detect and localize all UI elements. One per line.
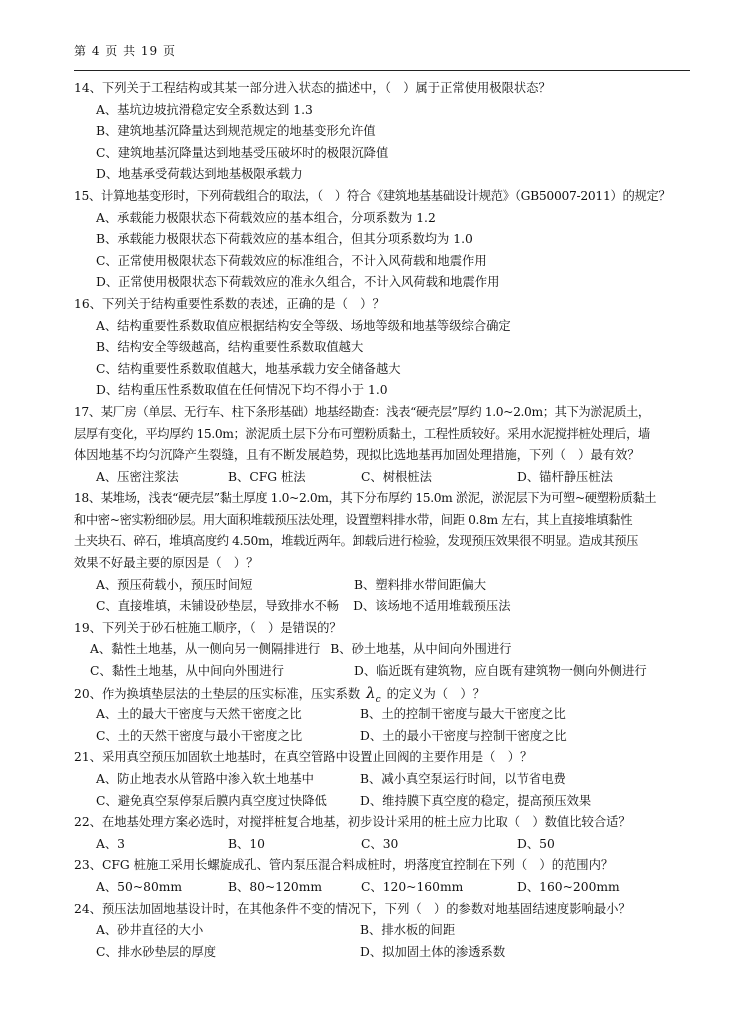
question-24-options-row-1: [74, 920, 694, 942]
question-20-options-row-2: [74, 726, 694, 748]
question-16-option-b: B、结构安全等级越高，结构重要性系数取值越大: [96, 340, 364, 355]
question-22-option-b: B、10: [228, 836, 265, 851]
question-23-stem: 23、CFG 桩施工采用长螺旋成孔、管内泵压混合料成桩时，坍落度宜控制在下列（ ）的范围内？: [74, 858, 614, 873]
question-21-option-b: B、减小真空泵运行时间，以节省电费: [360, 772, 566, 786]
question-17-stem-line-3: 体因地基不均匀沉降产生裂缝，且有不断发展趋势，现拟比选地基再加固处理措施，下列（ ）最有效？: [74, 448, 640, 463]
question-20-stem-suffix: 的定义为（ ）？: [386, 686, 485, 701]
question-21-options-row-2: [74, 791, 694, 813]
compaction-coefficient-symbol: $\lambda_c$: [366, 683, 381, 705]
question-22-option-c: C、30: [361, 836, 399, 851]
question-22-options: [74, 834, 694, 856]
question-21-option-c: C、避免真空泵停泵后膜内真空度过快降低: [96, 793, 327, 808]
question-23-option-b: B、80~120mm: [228, 879, 323, 894]
question-17-stem-line-2: 层厚有变化，平均厚约 15.0m；淤泥质土层下分布可塑粉质黏土，工程性质较好。采用水泥搅拌桩处理后，墙: [74, 426, 650, 441]
question-16-stem: 16、下列关于结构重要性系数的表述，正确的是（ ）？: [74, 296, 385, 311]
question-20-stem: [74, 683, 694, 705]
question-19-option-d: D、临近既有建筑物，应自既有建筑物一侧向外侧进行: [354, 664, 647, 679]
question-20-option-d: D、土的最小干密度与控制干密度之比: [360, 728, 567, 743]
question-21-option-d: D、维持膜下真空度的稳定，提高预压效果: [360, 793, 592, 808]
page-number-header: 第 4 页 共 19 页: [74, 44, 176, 58]
question-23-options: [74, 877, 694, 899]
question-16-option-c: C、结构重要性系数取值越大，地基承载力安全储备越大: [96, 361, 401, 376]
question-18-option-a: A、预压荷载小，预压时间短: [96, 577, 253, 592]
question-24-options-row-2: [74, 942, 694, 964]
question-23-option-a: A、50~80mm: [96, 879, 183, 894]
question-24-option-d: D、拟加固土体的渗透系数: [360, 944, 506, 959]
question-18-option-b: B、塑料排水带间距偏大: [354, 577, 487, 592]
question-15-stem: 15、计算地基变形时，下列荷载组合的取法，（ ）符合《建筑地基基础设计规范》（GB50007-2011）的规定？: [74, 188, 671, 203]
question-23-option-d: D、160~200mm: [517, 879, 620, 894]
question-22-stem: 22、在地基处理方案必选时，对搅拌桩复合地基，初步设计采用的桩土应力比取（ ）数值比较合适？: [74, 815, 631, 830]
question-20-option-b: B、土的控制干密度与最大干密度之比: [360, 707, 566, 722]
question-18-option-d: D、该场地不适用堆载预压法: [353, 599, 511, 614]
question-24-option-b: B、排水板的间距: [360, 923, 456, 938]
question-18-stem-line-3: 土夹块石、碎石，堆填高度约 4.50m，堆载近两年。卸载后进行检验，发现预压效果很不明显。造成其预压: [74, 534, 639, 549]
question-22-option-a: A、3: [96, 836, 126, 851]
question-18-options-row-1: [74, 575, 694, 597]
question-15-option-a: A、承载能力极限状态下荷载效应的基本组合，分项系数为 1.2: [96, 210, 436, 225]
question-19-option-b: B、砂土地基，从中间向外围进行: [330, 642, 512, 657]
question-17-options: [74, 467, 694, 489]
question-14-option-a: A、基坑边坡抗滑稳定安全系数达到 1.3: [96, 102, 313, 117]
question-17-option-a: A、压密注浆法: [96, 469, 179, 484]
question-22-option-d: D、50: [517, 836, 555, 851]
question-15-option-c: C、正常使用极限状态下荷载效应的标准组合，不计入风荷载和地震作用: [96, 253, 487, 268]
question-19-stem: 19、下列关于砂石桩施工顺序，（ ）是错误的？: [74, 620, 342, 635]
question-18-stem-line-4: 效果不好最主要的原因是（ ）？: [74, 556, 259, 571]
question-20-option-c: C、土的天然干密度与最小干密度之比: [96, 728, 303, 743]
question-21-stem: 21、采用真空预压加固软土地基时，在真空管路中设置止回阀的主要作用是（ ）？: [74, 750, 533, 765]
question-19-option-a: A、黏性土地基，从一侧向另一侧隔排进行: [90, 642, 321, 657]
question-18-option-c: C、直接堆填，未铺设砂垫层，导致排水不畅: [96, 599, 340, 614]
question-16-option-d: D、结构重压性系数取值在任何情况下均不得小于 1.0: [96, 383, 388, 398]
question-20-stem-prefix: 20、作为换填垫层法的土垫层的压实标准，压实系数: [74, 686, 361, 701]
question-23-option-c: C、120~160mm: [361, 879, 464, 894]
question-24-stem: 24、预压法加固地基设计时，在其他条件不变的情况下，下列（ ）的参数对地基固结速度影响最小？: [74, 901, 631, 916]
question-18-stem-line-2: 和中密~密实粉细砂层。用大面积堆载预压法处理，设置塑料排水带，间距 0.8m 左右，其上直接堆填黏性: [74, 512, 633, 527]
question-20-options-row-1: [74, 704, 694, 726]
question-21-option-a: A、防止地表水从管路中渗入软土地基中: [96, 772, 314, 786]
question-15-option-d: D、正常使用极限状态下荷载效应的准永久组合，不计入风荷载和地震作用: [96, 275, 500, 290]
question-17-option-b: B、CFG 桩法: [228, 469, 306, 484]
question-15-option-b: B、承载能力极限状态下荷载效应的基本组合，但其分项系数均为 1.0: [96, 232, 473, 247]
question-21-options-row-1: [74, 769, 694, 791]
question-16-option-a: A、结构重要性系数取值应根据结构安全等级、场地等级和地基等级综合确定: [96, 318, 511, 333]
question-24-option-a: A、砂井直径的大小: [96, 923, 204, 938]
question-20-option-a: A、土的最大干密度与天然干密度之比: [96, 707, 302, 722]
question-17-option-d: D、锚杆静压桩法: [517, 469, 613, 484]
question-14-option-b: B、建筑地基沉降量达到规范规定的地基变形允许值: [96, 124, 376, 139]
question-24-option-c: C、排水砂垫层的厚度: [96, 944, 217, 959]
question-list: [74, 78, 694, 963]
question-14-stem: 14、下列关于工程结构或其某一部分进入状态的描述中，（ ）属于正常使用极限状态？: [74, 81, 551, 95]
question-17-option-c: C、树根桩法: [361, 469, 432, 484]
header-divider: [74, 70, 690, 71]
question-19-options-row-2: [74, 661, 694, 683]
question-19-option-c: C、黏性土地基，从中间向外围进行: [90, 664, 284, 679]
question-18-stem-line-1: 18、某堆场，浅表“硬壳层”黏土厚度 1.0~2.0m，其下分布厚约 15.0m 淤泥，淤泥层下为可塑~硬塑粉质黏土: [74, 491, 657, 506]
question-14-option-c: C、建筑地基沉降量达到地基受压破坏时的极限沉降值: [96, 145, 389, 160]
question-14-option-d: D、地基承受荷载达到地基极限承载力: [96, 167, 303, 182]
question-17-stem-line-1: 17、某厂房（单层、无行车、柱下条形基础）地基经勘查：浅表“硬壳层”厚约 1.0~2.0m；其下为淤泥质土，: [74, 404, 650, 419]
question-18-options-row-2: [74, 596, 694, 618]
question-19-options-row-1: [74, 639, 694, 661]
